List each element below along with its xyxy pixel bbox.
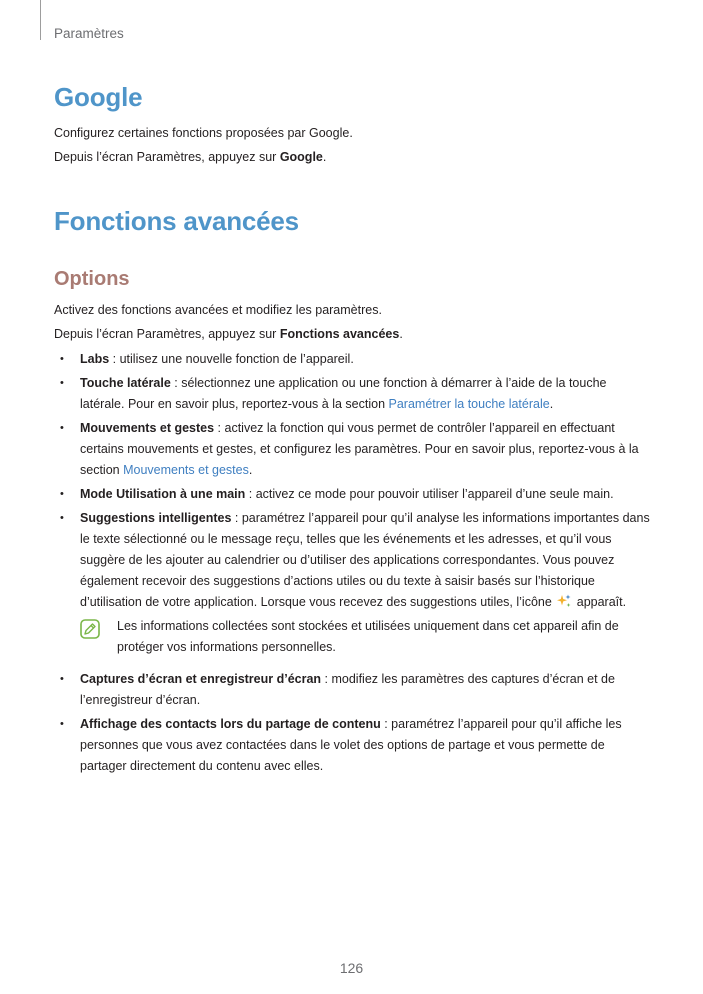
section-title-advanced: Fonctions avancées (54, 206, 299, 236)
advanced-menu-term: Fonctions avancées (279, 327, 400, 341)
privacy-note: Les informations collectées sont stockées et utilisées uniquement dans cet appareil afin de protéger vos informations personnelles. (80, 616, 650, 658)
note-container (54, 616, 650, 658)
link-side-key-settings[interactable]: Paramétrer la touche latérale (388, 397, 550, 411)
page-number: 126 (339, 960, 364, 976)
list-item-side-key: • Touche latérale : sélectionnez une application ou une fonction à démarrer à l’aide de la touche latérale. Pour en savoir plus, reportez-vous à la section Paramétrer la touche latérale. (60, 376, 607, 411)
list-item-motions-gestures: • Mouvements et gestes : activez la fonction qui vous permet de contrôler l’appareil en effectuant certains mouvements et gestes, et configurez les paramètres. Pour en savoir plus, reportez-vous à la section Mouvements et gestes. (60, 421, 639, 477)
sparkle-icon (557, 594, 571, 608)
list-item-labs: • Labs : utilisez une nouvelle fonction de l’appareil. (60, 352, 354, 366)
header-rule (40, 0, 41, 40)
list-item-one-handed-mode: • Mode Utilisation à une main : activez ce mode pour pouvoir utiliser l’appareil d’une seule main. (60, 487, 614, 501)
subsection-title-options: Options (54, 268, 130, 290)
note-pencil-icon (80, 619, 100, 639)
google-description: Configurez certaines fonctions proposées par Google. (54, 126, 353, 140)
link-motions-gestures[interactable]: Mouvements et gestes (123, 463, 249, 477)
options-instruction: Depuis l’écran Paramètres, appuyez sur Fonctions avancées. (54, 327, 403, 341)
options-description: Activez des fonctions avancées et modifiez les paramètres. (54, 303, 382, 317)
list-item-screenshots-recorder: • Captures d’écran et enregistreur d’écran : modifiez les paramètres des captures d’écran et de l’enregistreur d’écran. (60, 672, 615, 707)
google-instruction: Depuis l’écran Paramètres, appuyez sur Google. (54, 150, 327, 164)
running-header: Paramètres (54, 26, 124, 41)
list-item-direct-share: • Affichage des contacts lors du partage de contenu : paramétrez l’appareil pour qu’il affiche les personnes que vous avez contactées dans le volet des options de partage et vous permette de partager directement du contenu avec elles. (60, 717, 622, 773)
options-list (54, 349, 650, 780)
list-item-smart-suggestions: • Suggestions intelligentes : paramétrez l’appareil pour qu’il analyse les informations importantes dans le texte sélectionné ou le message reçu, telles que les événements et les adresses, et qu’il vous suggère de les ajouter au calendrier ou d’utiliser des applications correspondantes. Vous pouvez également recevoir des suggestions d’actions utiles ou du texte à saisir basés sur l’historique d’utilisation de votre application. Lorsque vous recevez des suggestions utiles, l’icône apparaît. (60, 511, 650, 609)
google-menu-term: Google (279, 150, 323, 164)
section-title-google: Google (54, 82, 143, 112)
